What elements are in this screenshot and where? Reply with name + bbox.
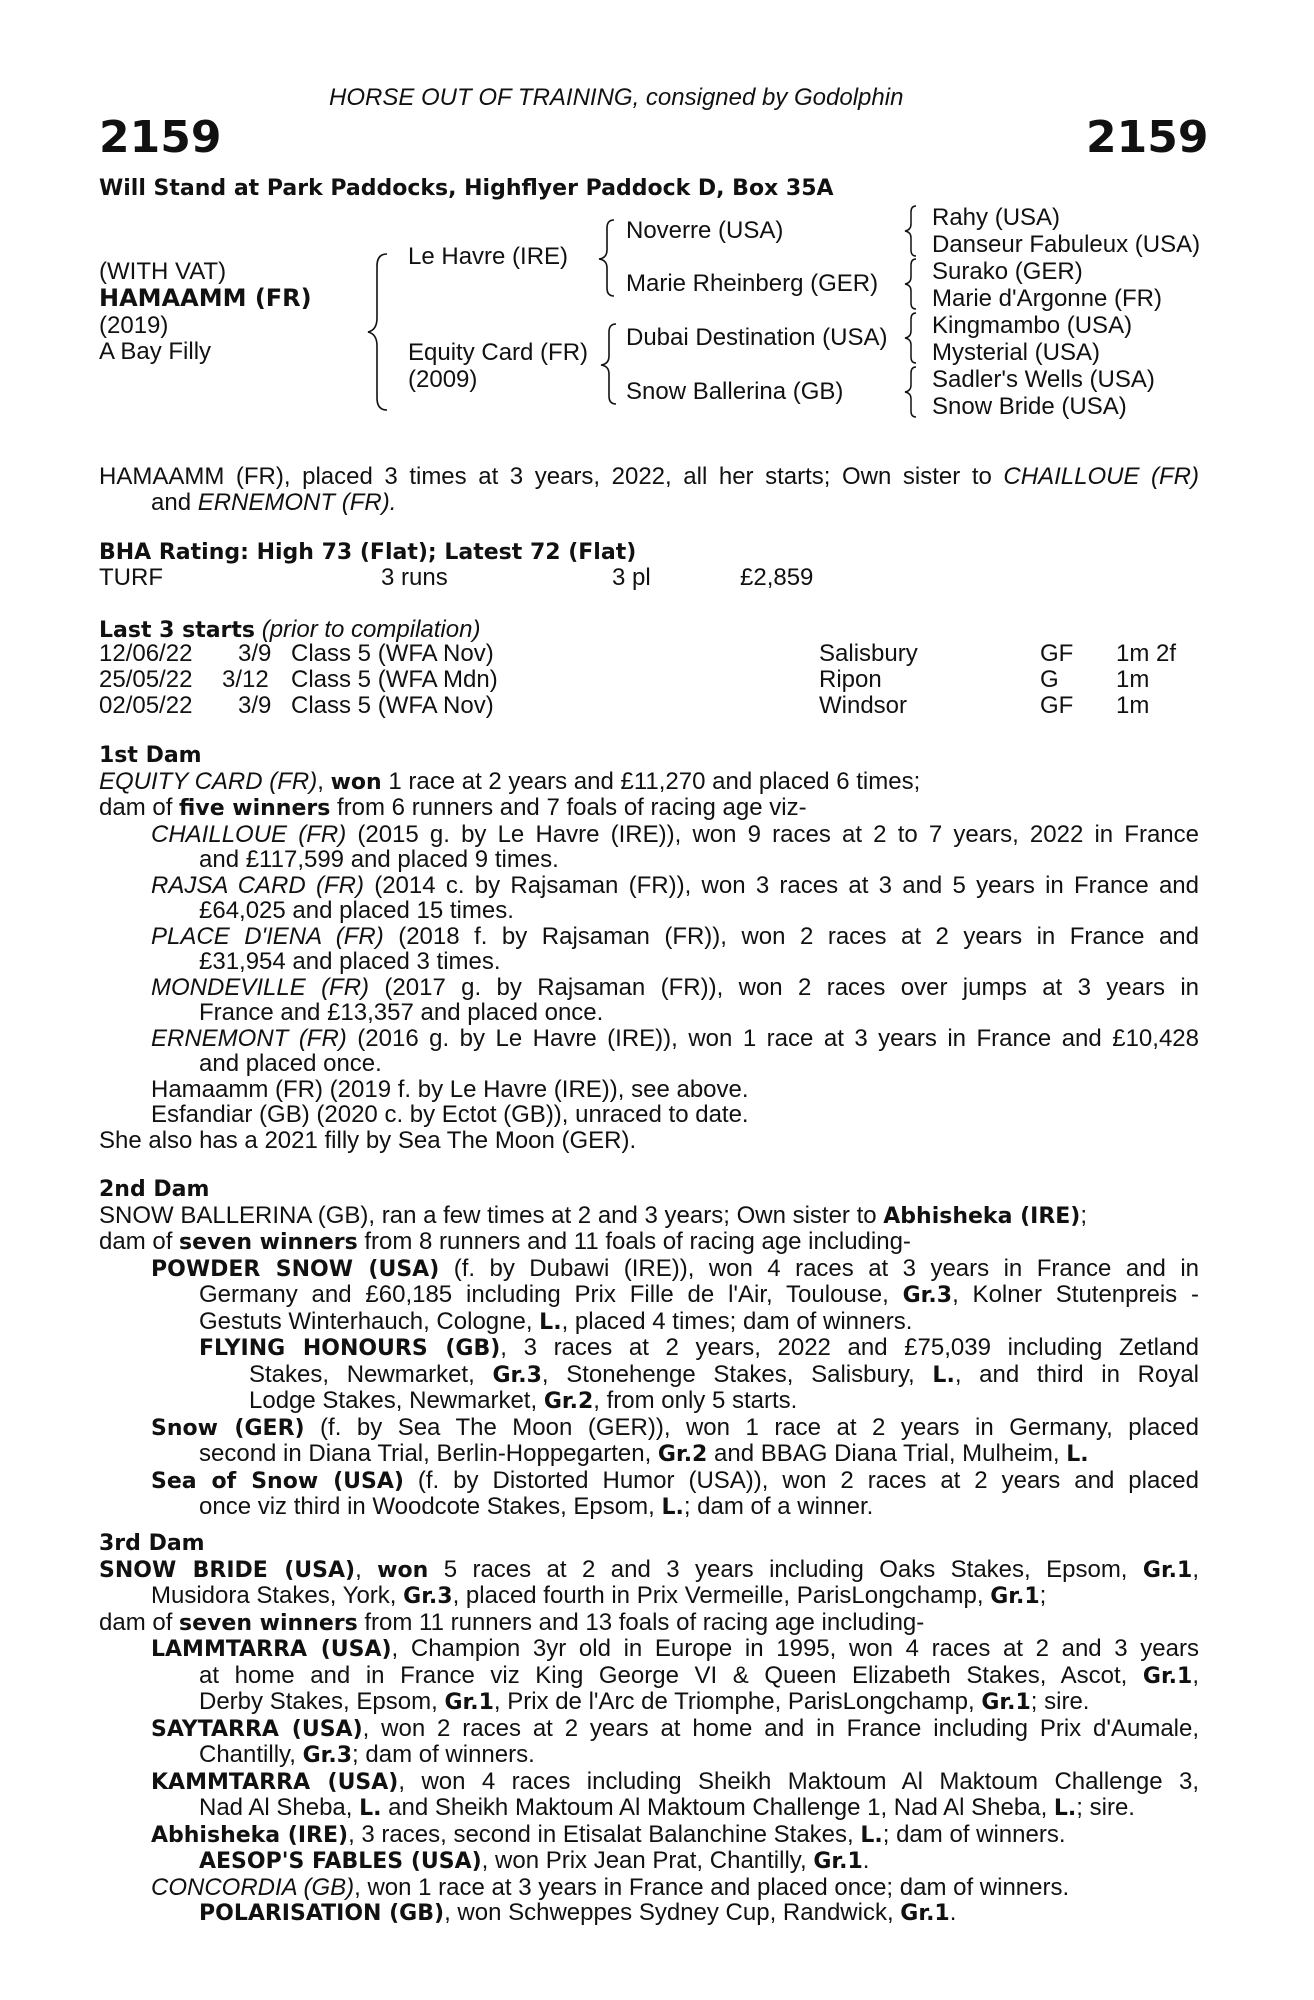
pedigree-gen3-4: Marie d'Argonne (FR) [932,285,1162,312]
stand-location: Will Stand at Park Paddocks, Highflyer Paddock D, Box 35A [99,176,834,201]
pedigree-brace-g1 [902,204,920,258]
pedigree-brace-g3 [902,311,920,365]
consignment-line: HORSE OUT OF TRAINING, consigned by Godolphin [329,84,904,111]
pedigree-gen3-6: Mysterial (USA) [932,339,1101,366]
pedigree-gen3-3: Surako (GER) [932,258,1083,285]
turf-label: TURF [99,564,163,591]
pedigree-brace-sire [596,218,620,298]
first-dam-section: 1st Dam EQUITY CARD (FR), won 1 race at 2 years and £11,270 and placed 6 times; dam of five winners from 6 runners and 7 foals of racing age viz- CHAILLOUE (FR) (2015 g. by Le Havre (IRE)), won 9 races at 2 to 7 years, 2022 in France and £117,599 and placed 9 times. RAJSA CARD (FR) (2014 c. by Rajsaman (FR)), won 3 races at 3 and 5 years in France and £64,025 and placed 15 times. PLACE D'IENA (FR) (2018 f. by Rajsaman (FR)), won 2 races at 2 years in France and £31,954 and placed 3 times. MONDEVILLE (FR) (2017 g. by Rajsaman (FR)), won 2 races over jumps at 3 years in France and £13,357 and placed once. ERNEMONT (FR) (2016 g. by Le Havre (IRE)), won 1 race at 3 years in France and £10,428 and placed once. Hamaamm (FR) (2019 f. by Le Havre (IRE)), see above. Esfandiar (GB) (2020 c. by Ectot (GB)), unraced to date. She also has a 2021 filly by Sea The Moon (GER). [99,743,1199,1154]
horse-summary: HAMAAMM (FR), placed 3 times at 3 years, 2022, all her starts; Own sister to CHAILLOUE (FR) and ERNEMONT (FR). [99,463,1199,516]
pedigree-dam-sire: Dubai Destination (USA) [626,324,888,351]
horse-name: HAMAAMM (FR) [99,284,312,312]
last-starts-heading: Last 3 starts (prior to compilation) [99,616,481,643]
pedigree-dam-dam: Snow Ballerina (GB) [626,378,844,405]
section-heading: 2nd Dam [99,1177,210,1202]
pedigree-brace-g4 [902,365,920,419]
lot-number-left: 2159 [99,112,222,163]
horse-description: A Bay Filly [99,338,212,365]
pedigree-gen3-5: Kingmambo (USA) [932,312,1133,339]
pedigree-gen3-8: Snow Bride (USA) [932,393,1127,420]
pedigree-gen3-7: Sadler's Wells (USA) [932,366,1155,393]
horse-year: (2019) [99,312,169,339]
section-heading: 3rd Dam [99,1531,205,1556]
pedigree-gen3-2: Danseur Fabuleux (USA) [932,231,1201,258]
pedigree-sire-dam: Marie Rheinberg (GER) [626,270,879,297]
pedigree-brace-main [365,252,395,412]
pedigree-gen3-1: Rahy (USA) [932,204,1061,231]
second-dam-section: 2nd Dam SNOW BALLERINA (GB), ran a few times at 2 and 3 years; Own sister to Abhisheka (IRE); dam of seven winners from 8 runners and 11 foals of racing age including- POWDER SNOW (USA) (f. by Dubawi (IRE)), won 4 races at 3 years in France and in Germany and £60,185 including Prix Fille de l'Air, Toulouse, Gr.3, Kolner Stutenpreis - Gestuts Winterhauch, Cologne, L., placed 4 times; dam of winners. FLYING HONOURS (GB), 3 races at 2 years, 2022 and £75,039 including Zetland Stakes, Newmarket, Gr.3, Stonehenge Stakes, Salisbury, L., and third in Royal Lodge Stakes, Newmarket, Gr.2, from only 5 starts. Snow (GER) (f. by Sea The Moon (GER)), won 1 race at 2 years in Germany, placed second in Diana Trial, Berlin-Hoppegarten, Gr.2 and BBAG Diana Trial, Mulheim, L. Sea of Snow (USA) (f. by Distorted Humor (USA)), won 2 races at 2 years and placed once viz third in Woodcote Stakes, Epsom, L.; dam of a winner. [99,1177,1200,1520]
pedigree-dam-year: (2009) [408,366,478,393]
section-heading: 1st Dam [99,743,202,768]
third-dam-section: 3rd Dam SNOW BRIDE (USA), won 5 races at 2 and 3 years including Oaks Stakes, Epsom, Gr.1, Musidora Stakes, York, Gr.3, placed fourth in Prix Vermeille, ParisLongchamp, Gr.1; dam of seven winners from 11 runners and 13 foals of racing age including- LAMMTARRA (USA), Champion 3yr old in Europe in 1995, won 4 races at 2 and 3 years at home and in France viz King George VI & Queen Elizabeth Stakes, Ascot, Gr.1, Derby Stakes, Epsom, Gr.1, Prix de l'Arc de Triomphe, ParisLongchamp, Gr.1; sire. SAYTARRA (USA), won 2 races at 2 years at home and in France including Prix d'Aumale, Chantilly, Gr.3; dam of winners. KAMMTARRA (USA), won 4 races including Sheikh Maktoum Al Maktoum Challenge 3, Nad Al Sheba, L. and Sheikh Maktoum Al Maktoum Challenge 1, Nad Al Sheba, L.; sire. Abhisheka (IRE), 3 races, second in Etisalat Balanchine Stakes, L.; dam of winners. AESOP'S FABLES (USA), won Prix Jean Prat, Chantilly, Gr.1. CONCORDIA (GB), won 1 race at 3 years in France and placed once; dam of winners. POLARISATION (GB), won Schweppes Sydney Cup, Randwick, Gr.1. [99,1531,1200,1926]
pedigree-sire: Le Havre (IRE) [408,243,569,270]
pedigree-brace-g2 [902,257,920,311]
vat-note: (WITH VAT) [99,258,227,285]
lot-number-right: 2159 [1086,112,1209,163]
pedigree-sire-sire: Noverre (USA) [626,217,784,244]
turf-runs: 3 runs [381,564,448,591]
turf-placed: 3 pl [612,564,651,591]
bha-rating: BHA Rating: High 73 (Flat); Latest 72 (Flat) [99,540,637,565]
pedigree-dam: Equity Card (FR) [408,339,589,366]
turf-earnings: £2,859 [740,564,814,591]
pedigree-brace-dam [598,322,622,406]
